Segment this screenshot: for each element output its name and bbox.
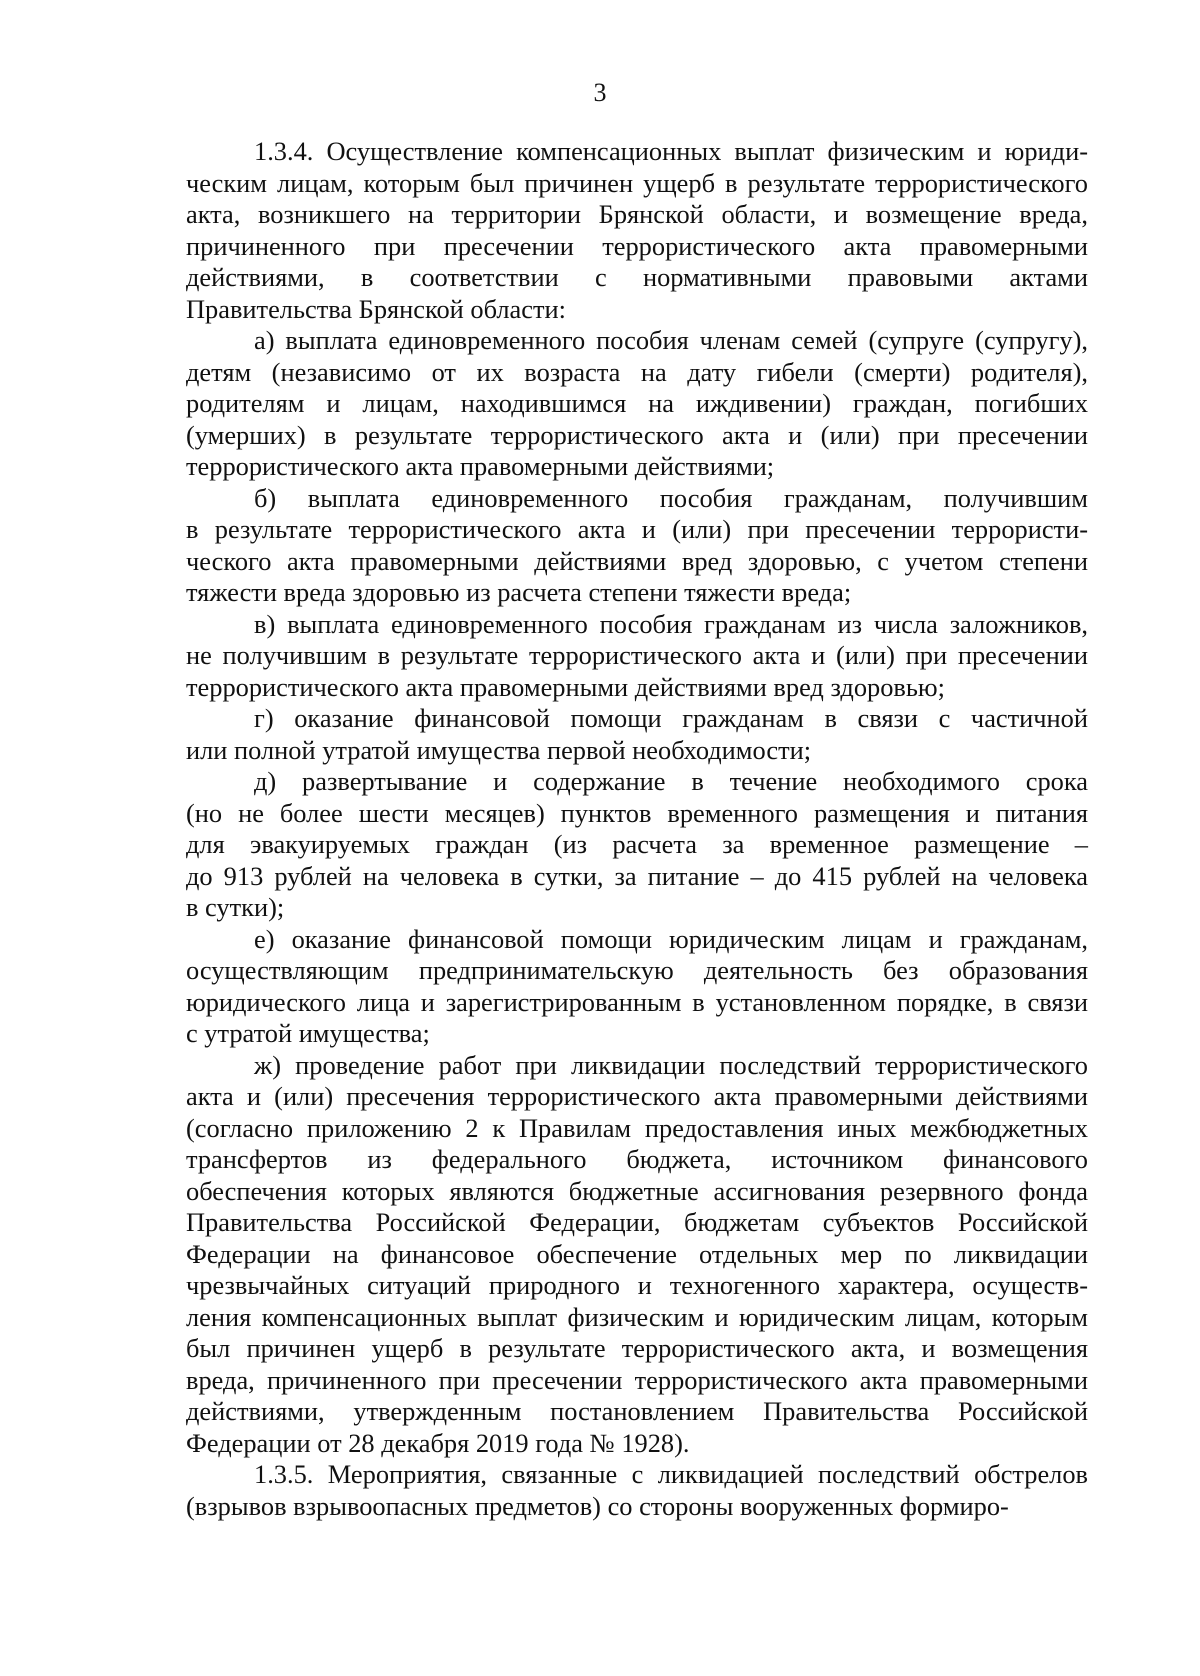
text-line: детям (независимо от их возраста на дату гибели (смерти) родителя),	[186, 356, 1088, 387]
paragraph-p-e	[186, 924, 1088, 1050]
text-line: б) выплата единовременного пособия гражданам, получившим	[254, 482, 1088, 513]
paragraph-p-v	[186, 609, 1088, 704]
text-line: г) оказание финансовой помощи гражданам в связи с частичной	[254, 703, 1088, 733]
text-line: тяжести вреда здоровью из расчета степени тяжести вреда;	[186, 577, 852, 607]
text-line: вреда, причиненного при пресечении террористического акта правомерными	[186, 1364, 1088, 1395]
text-line: (но не более шести месяцев) пунктов временного размещения и питания	[186, 797, 1088, 828]
text-line: родителям и лицам, находившимся на иждивении) граждан, погибших	[186, 388, 1088, 418]
text-line: 1.3.5. Мероприятия, связанные с ликвидацией последствий обстрелов	[254, 1459, 1088, 1489]
paragraph-p-d	[186, 766, 1088, 924]
text-line: обеспечения которых являются бюджетные ассигнования резервного фонда	[186, 1175, 1088, 1206]
paragraph-p-zh	[186, 1050, 1088, 1460]
text-line: в) выплата единовременного пособия гражданам из числа заложников,	[254, 608, 1088, 639]
text-line: (взрывов взрывоопасных предметов) со стороны вооруженных формиро-	[186, 1490, 1009, 1521]
paragraph-p-1-3-4	[186, 136, 1088, 325]
text-line: причиненного при пресечении террористического акта правомерными	[186, 230, 1088, 261]
text-line: до 913 рублей на человека в сутки, за питание – до 415 рублей на человека	[186, 860, 1088, 891]
page-number: 3	[593, 78, 607, 107]
text-line: террористического акта правомерными действиями;	[186, 451, 775, 481]
paragraph-p-b	[186, 483, 1088, 609]
document-body	[186, 136, 1088, 1522]
text-line: акта и (или) пресечения террористического акта правомерными действиями	[186, 1081, 1088, 1111]
text-line: д) развертывание и содержание в течение необходимого срока	[254, 766, 1088, 796]
text-line: а) выплата единовременного пособия членам семей (супруге (супругу),	[254, 325, 1088, 355]
text-line: (умерших) в результате террористического акта и (или) при пресечении	[186, 419, 1088, 450]
text-line: ления компенсационных выплат физическим и юридическим лицам, которым	[186, 1301, 1088, 1332]
paragraph-p-1-3-5	[186, 1459, 1088, 1522]
text-line: ческого акта правомерными действиями вред здоровью, с учетом степени	[186, 545, 1088, 576]
text-line: был причинен ущерб в результате террористического акта, и возмещения	[186, 1333, 1088, 1363]
paragraph-p-a	[186, 325, 1088, 483]
text-line: (согласно приложению 2 к Правилам предоставления иных межбюджетных	[186, 1112, 1088, 1143]
text-line: Правительства Российской Федерации, бюджетам субъектов Российской	[186, 1207, 1088, 1237]
text-line: Федерации на финансовое обеспечение отдельных мер по ликвидации	[186, 1238, 1088, 1269]
text-line: в результате террористического акта и (или) при пресечении террористи-	[186, 514, 1088, 544]
text-line: юридического лица и зарегистрированным в установленном порядке, в связи	[186, 986, 1088, 1017]
text-line: чрезвычайных ситуаций природного и техногенного характера, осуществ-	[186, 1270, 1088, 1300]
text-line: или полной утратой имущества первой необходимости;	[186, 734, 812, 765]
text-line: трансфертов из федерального бюджета, источником финансового	[186, 1144, 1088, 1174]
text-line: террористического акта правомерными действиями вред здоровью;	[186, 671, 945, 702]
text-line: для эвакуируемых граждан (из расчета за временное размещение –	[186, 829, 1088, 859]
text-line: в сутки);	[186, 892, 285, 922]
text-line: действиями, утвержденным постановлением Правительства Российской	[186, 1396, 1088, 1426]
text-line: Правительства Брянской области:	[186, 293, 566, 324]
text-line: осуществляющим предпринимательскую деятельность без образования	[186, 955, 1088, 985]
text-line: акта, возникшего на территории Брянской области, и возмещение вреда,	[186, 199, 1088, 229]
text-line: действиями, в соответствии с нормативными правовыми актами	[186, 262, 1088, 292]
text-line: с утратой имущества;	[186, 1018, 430, 1048]
text-line: 1.3.4. Осуществление компенсационных выплат физическим и юриди-	[254, 136, 1088, 166]
text-line: ж) проведение работ при ликвидации последствий террористического	[254, 1049, 1088, 1080]
paragraph-p-g	[186, 703, 1088, 766]
text-line: ческим лицам, которым был причинен ущерб в результате террористического	[186, 167, 1088, 198]
text-line: не получившим в результате террористического акта и (или) при пресечении	[186, 640, 1088, 670]
text-line: Федерации от 28 декабря 2019 года № 1928).	[186, 1427, 690, 1458]
text-line: е) оказание финансовой помощи юридическим лицам и гражданам,	[254, 923, 1088, 954]
